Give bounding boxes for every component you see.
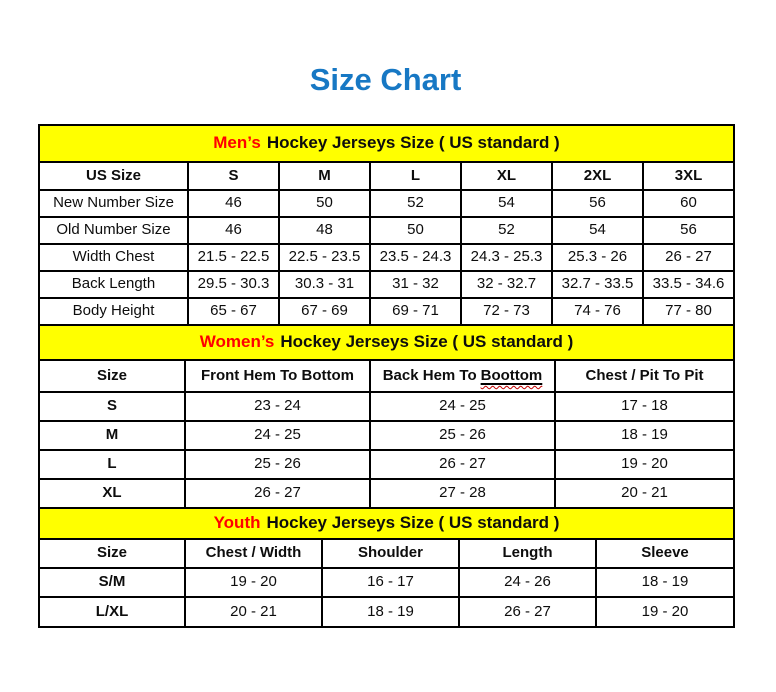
column-header-2xl: 2XL: [552, 162, 643, 190]
row-label: S: [39, 392, 185, 421]
youth-section-title-text: Hockey Jerseys Size ( US standard ): [266, 513, 560, 533]
table-cell: 18 - 19: [596, 568, 734, 597]
row-label: L/XL: [39, 597, 185, 627]
table-cell: 19 - 20: [185, 568, 322, 597]
table-cell: 20 - 21: [185, 597, 322, 627]
column-header-l: L: [370, 162, 461, 190]
table-row: [39, 421, 734, 450]
table-cell: 24 - 26: [459, 568, 596, 597]
row-label: Back Length: [39, 271, 188, 298]
table-cell: 31 - 32: [370, 271, 461, 298]
womens-section-title-text: Hockey Jerseys Size ( US standard ): [280, 332, 574, 352]
table-cell: 26 - 27: [370, 450, 555, 479]
row-label: S/M: [39, 568, 185, 597]
table-cell: 60: [643, 190, 734, 217]
column-header-size: Size: [39, 360, 185, 392]
table-cell: 46: [188, 190, 279, 217]
row-label: Width Chest: [39, 244, 188, 271]
spellcheck-squiggle: [481, 367, 543, 384]
table-cell: 23.5 - 24.3: [370, 244, 461, 271]
column-header-s: S: [188, 162, 279, 190]
table-row: [39, 298, 734, 325]
table-cell: 54: [552, 217, 643, 244]
table-cell: 48: [279, 217, 370, 244]
table-row: [39, 479, 734, 508]
mens-section-title-text: Hockey Jerseys Size ( US standard ): [266, 133, 560, 153]
column-header-shoulder: Shoulder: [322, 539, 459, 568]
table-cell: 69 - 71: [370, 298, 461, 325]
table-cell: 26 - 27: [185, 479, 370, 508]
table-cell: 23 - 24: [185, 392, 370, 421]
table-row: [39, 271, 734, 298]
table-cell: 26 - 27: [459, 597, 596, 627]
table-cell: 20 - 21: [555, 479, 734, 508]
column-header-us-size: US Size: [39, 162, 188, 190]
table-row: [39, 190, 734, 217]
row-label: Old Number Size: [39, 217, 188, 244]
column-header-length: Length: [459, 539, 596, 568]
row-label: L: [39, 450, 185, 479]
table-cell: 25.3 - 26: [552, 244, 643, 271]
table-cell: 24.3 - 25.3: [461, 244, 552, 271]
column-header-back-hem: [370, 360, 555, 392]
mens-header-row: [39, 162, 734, 190]
mens-section-header: [39, 125, 734, 162]
table-cell: 67 - 69: [279, 298, 370, 325]
table-cell: 22.5 - 23.5: [279, 244, 370, 271]
table-cell: 52: [370, 190, 461, 217]
womens-section-header: [39, 325, 734, 360]
column-header-chest-pit: Chest / Pit To Pit: [555, 360, 734, 392]
page-title: Size Chart: [309, 62, 462, 97]
row-label: XL: [39, 479, 185, 508]
youth-section-highlight: Youth: [213, 513, 261, 533]
table-cell: 72 - 73: [461, 298, 552, 325]
table-cell: 16 - 17: [322, 568, 459, 597]
table-cell: 30.3 - 31: [279, 271, 370, 298]
column-header-sleeve: Sleeve: [596, 539, 734, 568]
womens-size-table: [38, 324, 735, 509]
table-cell: 24 - 25: [370, 392, 555, 421]
table-cell: 18 - 19: [555, 421, 734, 450]
table-cell: 25 - 26: [370, 421, 555, 450]
row-label: M: [39, 421, 185, 450]
table-cell: 54: [461, 190, 552, 217]
column-header-front-hem: Front Hem To Bottom: [185, 360, 370, 392]
table-cell: 33.5 - 34.6: [643, 271, 734, 298]
column-header-3xl: 3XL: [643, 162, 734, 190]
table-cell: 24 - 25: [185, 421, 370, 450]
table-cell: 56: [552, 190, 643, 217]
column-header-m: M: [279, 162, 370, 190]
back-hem-prefix: Back Hem To: [382, 366, 477, 384]
table-cell: 19 - 20: [596, 597, 734, 627]
table-cell: 18 - 19: [322, 597, 459, 627]
table-cell: 21.5 - 22.5: [188, 244, 279, 271]
column-header-size: Size: [39, 539, 185, 568]
youth-section-title: [39, 508, 734, 539]
table-row: [39, 450, 734, 479]
youth-section-header: [39, 508, 734, 539]
table-row: [39, 217, 734, 244]
table-cell: 50: [279, 190, 370, 217]
size-chart-tables: [38, 124, 733, 628]
table-cell: 46: [188, 217, 279, 244]
table-cell: 32.7 - 33.5: [552, 271, 643, 298]
table-cell: 29.5 - 30.3: [188, 271, 279, 298]
row-label: Body Height: [39, 298, 188, 325]
table-cell: 50: [370, 217, 461, 244]
table-cell: 27 - 28: [370, 479, 555, 508]
mens-section-title: [39, 125, 734, 162]
table-row: [39, 597, 734, 627]
table-cell: 56: [643, 217, 734, 244]
table-cell: 17 - 18: [555, 392, 734, 421]
misspelled-word: Boottom: [480, 366, 543, 384]
table-cell: 52: [461, 217, 552, 244]
womens-header-row: [39, 360, 734, 392]
table-cell: 77 - 80: [643, 298, 734, 325]
womens-section-title: [39, 325, 734, 360]
table-cell: 26 - 27: [643, 244, 734, 271]
table-cell: 32 - 32.7: [461, 271, 552, 298]
row-label: New Number Size: [39, 190, 188, 217]
youth-size-table: [38, 507, 735, 628]
mens-size-table: [38, 124, 735, 326]
youth-header-row: [39, 539, 734, 568]
table-row: [39, 392, 734, 421]
table-cell: 25 - 26: [185, 450, 370, 479]
table-cell: 65 - 67: [188, 298, 279, 325]
womens-section-highlight: Women’s: [199, 332, 275, 352]
column-header-chest-width: Chest / Width: [185, 539, 322, 568]
table-row: [39, 244, 734, 271]
table-cell: 19 - 20: [555, 450, 734, 479]
table-cell: 74 - 76: [552, 298, 643, 325]
table-row: [39, 568, 734, 597]
mens-section-highlight: Men’s: [213, 133, 261, 153]
column-header-xl: XL: [461, 162, 552, 190]
